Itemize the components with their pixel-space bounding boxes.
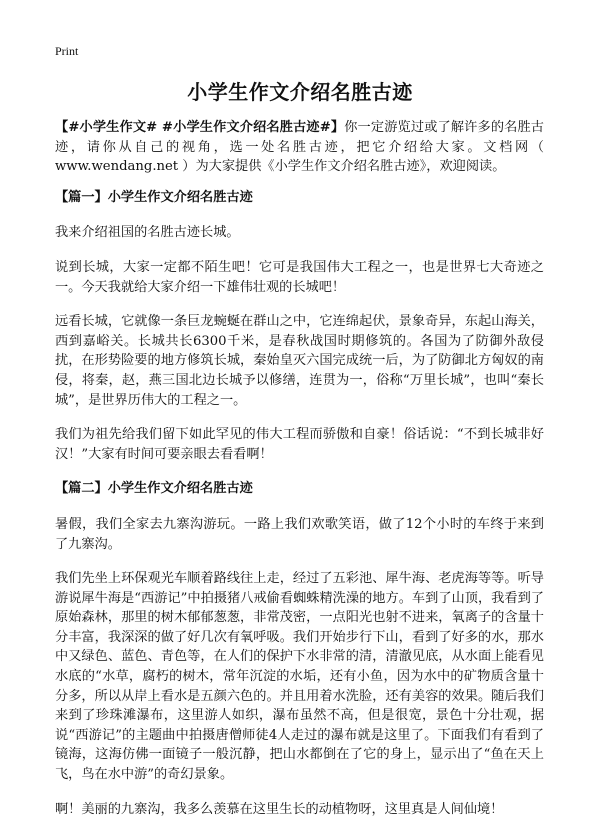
section-2-paragraph-1: 暑假，我们全家去九寨沟游玩。一路上我们欢歌笑语，做了12个小时的车终于来到了九寨沟。 xyxy=(55,516,544,552)
document-title: 小学生作文介绍名胜古迹 xyxy=(187,80,413,104)
section-heading-1: 【篇一】小学生作文介绍名胜古迹 xyxy=(55,189,253,205)
print-label: Print xyxy=(55,44,79,58)
section-1-paragraph-3: 远看长城，它就像一条巨龙蜿蜒在群山之中，它连绵起伏，景象奇异，东起山海关，西到嘉峪关。长城共长6300千米，是春秋战国时期修筑的。各国为了防御外敌侵扰，在形势险要的地方修筑长城，秦始皇灭六国完成统一后，为了防御北方匈奴的南侵，将秦，赵，燕三国北边长城予以修缮，连贯为一，俗称“万里长城”，也叫“秦长城”，是世界历伟大的工程之一。 xyxy=(55,314,544,408)
section-1-paragraph-4: 我们为祖先给我们留下如此罕见的伟大工程而骄傲和自豪！俗话说：“不到长城非好汉！”大家有时间可要亲眼去看看啊！ xyxy=(55,427,544,462)
intro-tagline: 【#小学生作文# #小学生作文介绍名胜古迹#】 xyxy=(55,120,345,135)
intro-text: 你一定游览过或了解许多的名胜古迹，请你从自己的视角，选一处名胜古迹，把它介绍给大家。文档网（ www.wendang.net ）为大家提供《小学生作文介绍名胜古迹》，欢迎阅读。 xyxy=(55,120,544,175)
section-1-paragraph-2: 说到长城，大家一定都不陌生吧！它可是我国伟大工程之一，也是世界七大奇迹之一。今天我就给大家介绍一下雄伟壮观的长城吧！ xyxy=(55,259,544,295)
document-body xyxy=(55,118,544,834)
intro-paragraph xyxy=(55,118,544,177)
section-1-paragraph-1: 我来介绍祖国的名胜古迹长城。 xyxy=(55,225,240,241)
section-2-paragraph-3: 啊！美丽的九寨沟，我多么羡慕在这里生长的动植物呀，这里真是人间仙境！ xyxy=(55,801,504,817)
section-2-paragraph-2: 我们先坐上环保观光车顺着路线往上走，经过了五彩池、犀牛海、老虎海等等。听导游说犀牛海是“西游记”中拍摄猪八戒偷看蜘蛛精洗澡的地方。车到了山顶，我看到了原始森林，那里的树木郁郁葱葱，非常茂密，一点阳光也射不进来，氧离子的含量十分丰富，我深深的做了好几次有氧呼吸。我们开始步行下山，看到了好多的水，那水中又绿色、蓝色、青色等，在人们的保护下水非常的清，清澈见底，从水面上能看见水底的“水草，腐朽的树木，常年沉淀的水垢，还有小鱼，因为水中的矿物质含量十分多，所以从岸上看水是五颜六色的。并且用着水洗脸，还有美容的效果。随后我们来到了珍珠滩瀑布，这里游人如织，瀑布虽然不高，但是很宽，景色十分壮观，据说“西游记”的主题曲中拍摄唐僧师徒4人走过的瀑布就是这里了。下面我们有看到了镜海，这海仿佛一面镜子一般沉静，把山水都倒在了它的身上，显示出了“鱼在天上飞，鸟在水中游”的奇幻景象。 xyxy=(55,571,544,783)
section-heading-2: 【篇二】小学生作文介绍名胜古迹 xyxy=(55,481,253,497)
